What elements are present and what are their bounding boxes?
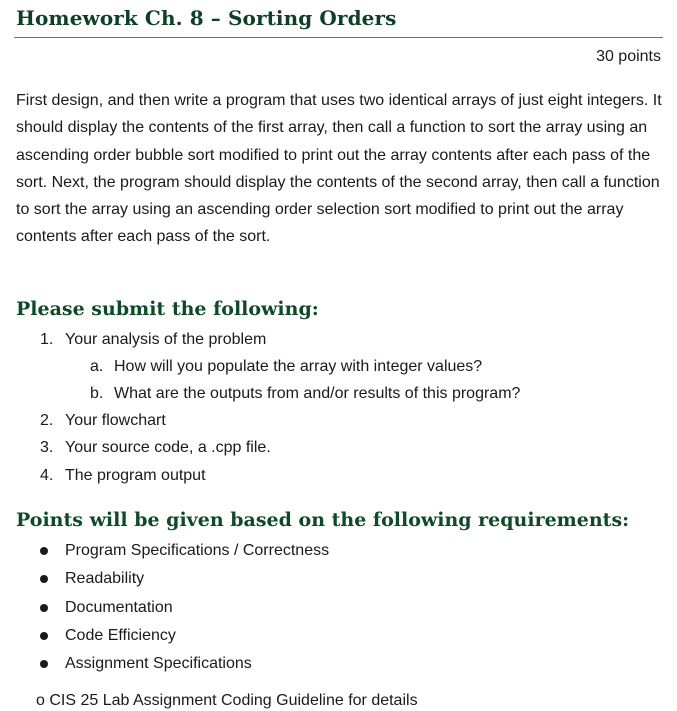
list-marker: 4. (40, 467, 54, 484)
list-item-text: Your source code, a .cpp file. (65, 439, 271, 456)
list-marker: a. (90, 358, 104, 375)
requirement-text: Code Efficiency (65, 627, 176, 644)
bullet-icon (40, 575, 48, 583)
list-item-text: Your flowchart (65, 412, 166, 429)
requirement-text: Readability (65, 570, 145, 587)
list-marker: b. (90, 385, 104, 402)
list-marker: 1. (40, 331, 54, 348)
requirements-heading: Points will be given based on the following requirements: (16, 509, 630, 531)
list-item-text: Your analysis of the problem (65, 331, 267, 348)
title-divider (14, 37, 663, 38)
requirement-text: Documentation (65, 599, 173, 616)
requirement-text: Assignment Specifications (65, 655, 252, 672)
list-marker: 3. (40, 439, 54, 456)
bullet-icon (40, 604, 48, 612)
page-title: Homework Ch. 8 – Sorting Orders (16, 6, 397, 30)
list-item-text: What are the outputs from and/or results of this program? (114, 385, 521, 402)
intro-paragraph: First design, and then write a program that uses two identical arrays of just eight integers. It should display the contents of the first array, then call a function to sort the array using an ascending order bubble sort modified to print out the array contents after each pass of the sort. Next, the program should display the contents of the second array, then call a function to sort the array using an ascending order selection sort modified to print out the array contents after each pass of the sort. (16, 92, 662, 246)
submit-heading: Please submit the following: (16, 298, 319, 320)
bullet-icon (40, 632, 48, 640)
cutoff-line: o CIS 25 Lab Assignment Coding Guideline for details (36, 692, 418, 709)
list-item-text: The program output (65, 467, 206, 484)
bullet-icon (40, 660, 48, 668)
requirement-text: Program Specifications / Correctness (65, 542, 330, 559)
bullet-icon (40, 547, 48, 555)
list-marker: 2. (40, 412, 54, 429)
list-item-text: How will you populate the array with integer values? (114, 358, 483, 375)
points-value: 30 points (596, 48, 661, 65)
